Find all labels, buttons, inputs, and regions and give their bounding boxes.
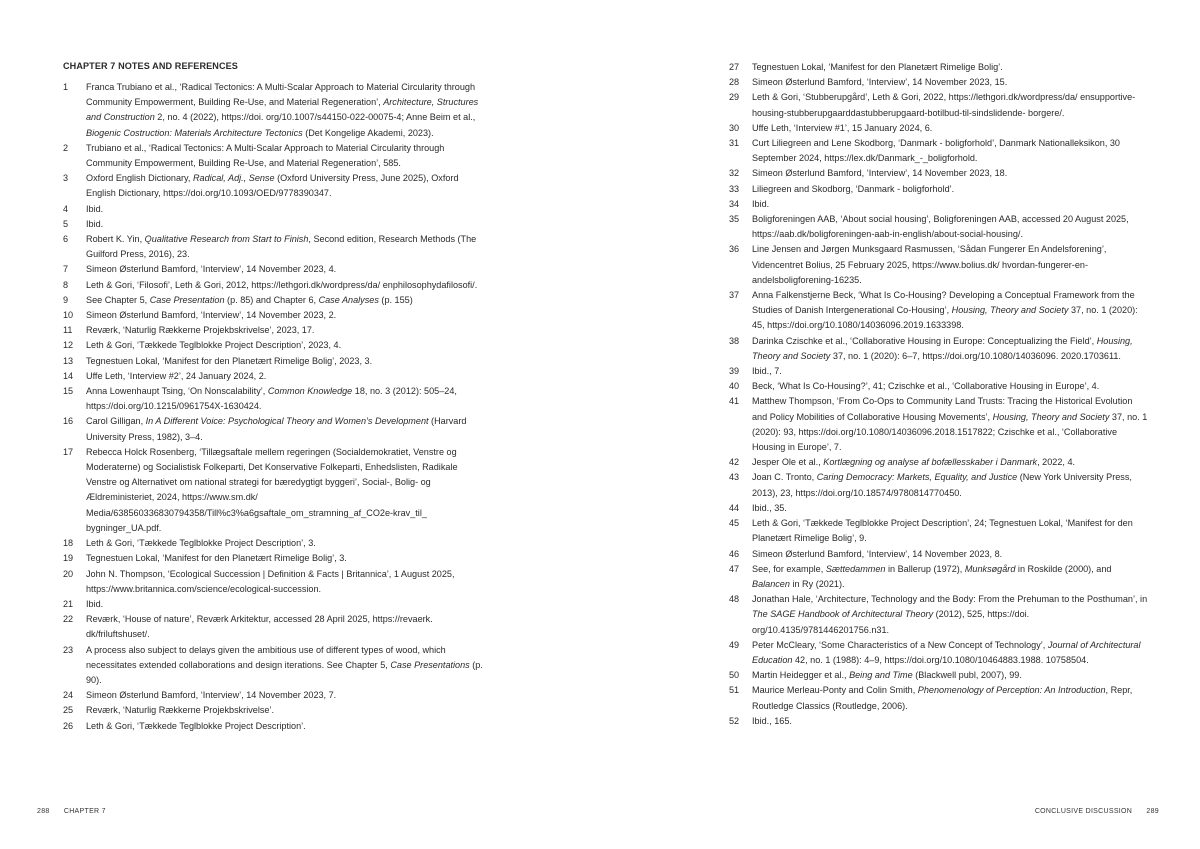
note-number: 17 <box>63 446 74 457</box>
note-item <box>63 719 483 734</box>
note-item <box>729 75 1149 90</box>
note-item <box>63 551 483 566</box>
note-item <box>729 470 1149 500</box>
note-item <box>729 394 1149 455</box>
note-text-segment: Simeon Østerlund Bamford, ‘Interview’, 14 November 2023, 18. <box>752 168 1008 179</box>
note-number: 48 <box>729 594 740 605</box>
note-italic-title: Biogenic Costruction: Materials Architecture Tectonics <box>86 127 303 138</box>
note-text <box>752 90 1149 120</box>
note-number: 9 <box>63 294 69 305</box>
note-item <box>63 338 483 353</box>
note-number: 18 <box>63 538 74 549</box>
note-italic-title: Radical, Adj., Sense <box>192 173 275 184</box>
note-text <box>86 323 483 338</box>
note-italic-title: Case Presentation <box>149 294 225 305</box>
note-item <box>63 232 483 262</box>
note-item <box>63 414 483 444</box>
note-text <box>86 171 483 201</box>
note-text-segment: Ibid. <box>752 198 770 209</box>
note-text-segment: Anna Falkenstjerne Beck, ‘What Is Co-Housing? Developing a Conceptual Framework from the Studies of Danish Intergenerational Co-Housing’, <box>752 290 1135 316</box>
note-text-segment: Trubiano et al., ‘Radical Tectonics: A Multi-Scalar Approach to Material Circularity through Community Empowerment, Building Re-Use, and Material Regeneration’, 585. <box>86 142 445 169</box>
left-running-head: CHAPTER 7 <box>63 808 106 815</box>
note-text <box>86 688 483 703</box>
note-text <box>86 232 483 262</box>
note-text-segment: See, for example, <box>752 563 826 574</box>
note-text <box>752 75 1149 90</box>
note-text <box>86 703 483 718</box>
note-text <box>752 501 1149 516</box>
note-text <box>86 643 483 689</box>
note-text-segment: Simeon Østerlund Bamford, ‘Interview’, 14 November 2023, 15. <box>752 77 1008 88</box>
note-text-segment: (Det Kongelige Akademi, 2023). <box>302 127 434 138</box>
note-item <box>729 121 1149 136</box>
note-italic-title: Kortlægning og analyse af bofællesskaber i Danmark <box>823 457 1038 468</box>
note-text <box>86 217 483 232</box>
note-text <box>752 288 1149 334</box>
note-text-segment: Ibid. <box>86 598 104 609</box>
note-text-segment: (Harvard University Press, 1982), 3–4. <box>86 416 467 442</box>
note-text-segment: Leth & Gori, ‘Stubberupgård’, Leth & Gori, 2022, https://lethgori.dk/wordpress/da/ ensupportive-housing-stubberupgaarddastubberupgaard-botilbud-til-sindslidende- borgere/. <box>752 92 1136 118</box>
note-item <box>63 369 483 384</box>
note-text-segment: Martin Heidegger et al., <box>752 670 850 681</box>
note-number: 51 <box>729 685 740 696</box>
note-item <box>63 354 483 369</box>
note-text-segment: Ibid., 35. <box>752 502 787 513</box>
note-italic-title: Housing, Theory and Society <box>752 335 1133 361</box>
note-text-segment: Simeon Østerlund Bamford, ‘Interview’, 14 November 2023, 7. <box>86 690 337 701</box>
note-text-segment: Uffe Leth, ‘Interview #1’, 15 January 2024, 6. <box>752 122 933 133</box>
note-text-segment: Jonathan Hale, ‘Architecture, Technology and the Body: From the Prehuman to the Posthuman’, in <box>752 594 1148 605</box>
note-number: 40 <box>729 381 740 392</box>
note-text <box>86 354 483 369</box>
note-text-segment: Reværk, ‘House of nature’, Reværk Arkitektur, accessed 28 April 2025, https://revaerk. dk/friluftshuset/. <box>86 614 433 640</box>
right-notes-column <box>729 60 1149 729</box>
note-item <box>729 166 1149 181</box>
note-italic-title: Caring Democracy: Markets, Equality, and Justice <box>816 472 1018 483</box>
note-number: 38 <box>729 335 740 346</box>
note-text-segment: Leth & Gori, ‘Tækkede Teglblokke Project Description’. <box>86 720 306 731</box>
note-text-segment: , Repr, Routledge Classics (Routledge, 2006). <box>752 685 1133 711</box>
note-text-segment: Franca Trubiano et al., ‘Radical Tectonics: A Multi-Scalar Approach to Material Circularity through Community Empowerment, Building Re-Use, and Material Regeneration’, <box>86 82 476 108</box>
note-italic-title: Being and Time <box>849 670 913 681</box>
note-text-segment: (p. 90). <box>86 659 483 685</box>
right-running-head: CONCLUSIVE DISCUSSION <box>1034 808 1133 815</box>
note-item <box>729 592 1149 638</box>
note-number: 30 <box>729 122 740 133</box>
note-text-segment: See Chapter 5, <box>86 294 150 305</box>
note-text <box>86 719 483 734</box>
note-text-segment: (2012), 525, https://doi. org/10.4135/9781446201756.n31. <box>752 609 1030 635</box>
note-italic-title: The SAGE Handbook of Architectural Theory <box>752 609 934 620</box>
note-item <box>63 323 483 338</box>
note-text <box>752 455 1149 470</box>
note-number: 43 <box>729 472 740 483</box>
note-item <box>63 293 483 308</box>
note-text <box>752 197 1149 212</box>
note-text-segment: 2, no. 4 (2022), https://doi. org/10.1007/s44150-022-00075-4; Anne Beim et al., <box>154 112 476 123</box>
note-text-segment: , 2022, 4. <box>1037 457 1076 468</box>
note-number: 37 <box>729 290 740 301</box>
note-text <box>86 293 483 308</box>
note-item <box>729 547 1149 562</box>
note-item <box>63 384 483 414</box>
note-text-segment: Simeon Østerlund Bamford, ‘Interview’, 14 November 2023, 2. <box>86 310 337 321</box>
note-item <box>63 80 483 141</box>
note-text-segment: 37, no. 1 (2020): 45, https://doi.org/10.1080/14036096.2019.1633398. <box>752 305 1138 331</box>
note-item <box>63 643 483 689</box>
note-text-segment: Tegnestuen Lokal, ‘Manifest for den Planetært Rimelige Bolig’, 2023, 3. <box>86 355 373 366</box>
note-number: 1 <box>63 82 69 92</box>
note-number: 2 <box>63 142 69 153</box>
note-text-segment: Matthew Thompson, ‘From Co-Ops to Community Land Trusts: Tracing the Historical Evolution and Policy Mobilities of Collaborative Housing Movements’, <box>752 396 1133 422</box>
note-text-segment: Leth & Gori, ‘Tækkede Teglblokke Project Description’, 2023, 4. <box>86 340 342 351</box>
note-text <box>752 547 1149 562</box>
note-number: 23 <box>63 644 74 655</box>
note-text <box>752 394 1149 455</box>
note-number: 45 <box>729 518 740 529</box>
note-text-segment: in Roskilde (2000), and <box>1015 563 1112 574</box>
note-number: 32 <box>729 168 740 179</box>
note-item <box>63 308 483 323</box>
note-item <box>729 638 1149 668</box>
note-number: 34 <box>729 198 740 209</box>
note-text-segment: Robert K. Yin, <box>86 234 145 245</box>
note-number: 50 <box>729 670 740 681</box>
left-footer <box>37 808 106 815</box>
note-text-segment: 42, no. 1 (1988): 4–9, https://doi.org/10.1080/10464883.1988. 10758504. <box>792 654 1089 665</box>
note-text <box>752 562 1149 592</box>
note-text <box>86 536 483 551</box>
note-text <box>86 384 483 414</box>
note-number: 8 <box>63 279 69 290</box>
note-text <box>86 369 483 384</box>
note-number: 27 <box>729 62 740 72</box>
right-page <box>600 0 1200 849</box>
note-text-segment: Darinka Czischke et al., ‘Collaborative Housing in Europe: Conceptualizing the Field’, <box>752 335 1097 346</box>
note-text-segment: Leth & Gori, ‘Filosofi’, Leth & Gori, 2012, https://lethgori.dk/wordpress/da/ enphilosophydafilosofi/. <box>86 279 478 290</box>
note-italic-title: Case Analyses <box>318 294 379 305</box>
note-text-segment: Tegnestuen Lokal, ‘Manifest for den Planetært Rimelige Bolig’, 3. <box>86 553 347 564</box>
note-text-segment: Leth & Gori, ‘Tækkede Teglblokke Project Description’, 24; Tegnestuen Lokal, ‘Manifest for den Planetært Rimelige Bolig’, 9. <box>752 518 1133 544</box>
note-number: 33 <box>729 183 740 194</box>
note-number: 36 <box>729 244 740 255</box>
note-text-segment: Simeon Østerlund Bamford, ‘Interview’, 14 November 2023, 8. <box>752 548 1003 559</box>
note-number: 11 <box>63 325 73 336</box>
note-text-segment: Maurice Merleau-Ponty and Colin Smith, <box>752 685 918 696</box>
note-number: 7 <box>63 264 69 275</box>
note-text-segment: Uffe Leth, ‘Interview #2’, 24 January 2024, 2. <box>86 370 267 381</box>
note-text <box>86 612 483 642</box>
right-footer <box>1035 808 1159 815</box>
note-italic-title: Balancen <box>752 578 790 589</box>
note-number: 42 <box>729 457 740 468</box>
note-number: 29 <box>729 92 740 103</box>
note-item <box>729 60 1149 75</box>
note-text-segment: A process also subject to delays given the ambitious use of different types of wood, which necessitates extended collaborations and design iterations. See Chapter 5, <box>86 644 446 670</box>
note-italic-title: Case Presentations <box>390 659 470 670</box>
note-text <box>86 80 483 141</box>
note-item <box>63 703 483 718</box>
note-text <box>86 597 483 612</box>
note-text-segment: (Oxford University Press, June 2025), Oxford English Dictionary, https://doi.org/10.1093/OED/9778390347. <box>86 173 459 199</box>
note-text-segment: Jesper Ole et al., <box>752 457 824 468</box>
note-item <box>63 278 483 293</box>
note-text <box>86 567 483 597</box>
note-text-segment: Beck, ‘What Is Co-Housing?’, 41; Czischke et al., ‘Collaborative Housing in Europe’, 4. <box>752 381 1100 392</box>
note-text-segment: Tegnestuen Lokal, ‘Manifest for den Planetært Rimelige Bolig’. <box>752 62 1003 72</box>
note-number: 20 <box>63 568 74 579</box>
note-number: 46 <box>729 548 740 559</box>
note-text-segment: , Second edition, Research Methods (The Guilford Press, 2016), 23. <box>86 234 477 260</box>
note-text <box>752 683 1149 713</box>
note-italic-title: Housing, Theory and Society <box>992 411 1110 422</box>
note-text-segment: Line Jensen and Jørgen Munksgaard Rasmussen, ‘Sådan Fungerer En Andelsforening’, Videncentret Bolius, 25 February 2025, https://www.bolius.dk/ hvordan-fungerer-en-andelsboligforening-16235. <box>752 244 1107 285</box>
note-number: 25 <box>63 705 74 716</box>
note-text-segment: (New York University Press, 2013), 23, https://doi.org/10.18574/9780814770450. <box>752 472 1132 498</box>
note-text <box>86 414 483 444</box>
note-text-segment: Oxford English Dictionary, <box>86 173 193 184</box>
note-item <box>729 562 1149 592</box>
note-text <box>86 141 483 171</box>
note-text <box>752 592 1149 638</box>
note-text-segment: in Ry (2021). <box>789 578 845 589</box>
note-number: 31 <box>729 138 740 149</box>
note-item <box>63 262 483 277</box>
note-text <box>752 60 1149 75</box>
note-text <box>752 136 1149 166</box>
note-item <box>729 455 1149 470</box>
note-text-segment: Anna Lowenhaupt Tsing, ‘On Nonscalability’, <box>86 386 268 397</box>
note-item <box>729 288 1149 334</box>
note-text <box>86 551 483 566</box>
note-item <box>729 90 1149 120</box>
note-text-segment: John N. Thompson, ‘Ecological Succession | Definition & Facts | Britannica’, 1 August 2025, https://www.britannica.com/science/ecological-succession. <box>86 568 455 594</box>
note-item <box>63 445 483 536</box>
note-item <box>729 516 1149 546</box>
note-item <box>63 612 483 642</box>
note-text-segment: in Ballerup (1972), <box>885 563 965 574</box>
note-number: 28 <box>729 77 740 88</box>
note-number: 14 <box>63 370 74 381</box>
note-number: 19 <box>63 553 74 564</box>
note-number: 47 <box>729 563 740 574</box>
note-italic-title: In A Different Voice: Psychological Theory and Women’s Development <box>145 416 429 427</box>
note-text-segment: Curt Liliegreen and Lene Skodborg, ‘Danmark - boligforhold’, Danmark Nationalleksikon, 30 September 2024, https://lex.dk/Danmark_-_boligforhold. <box>752 138 1120 164</box>
note-text <box>86 278 483 293</box>
note-text <box>86 202 483 217</box>
note-text-segment: (p. 155) <box>378 294 413 305</box>
note-item <box>729 379 1149 394</box>
note-item <box>729 136 1149 166</box>
note-item <box>729 242 1149 288</box>
note-number: 4 <box>63 203 69 214</box>
chapter-notes-heading: CHAPTER 7 NOTES AND REFERENCES <box>63 61 238 71</box>
note-item <box>729 212 1149 242</box>
note-text <box>752 166 1149 181</box>
left-notes-list <box>63 80 483 734</box>
note-number: 39 <box>729 366 740 377</box>
note-number: 12 <box>63 340 74 351</box>
right-page-number: 289 <box>1146 808 1159 815</box>
note-text <box>86 338 483 353</box>
note-number: 6 <box>63 234 69 245</box>
note-text-segment: Peter McCleary, ‘Some Characteristics of a New Concept of Technology’, <box>752 639 1048 650</box>
note-text <box>752 212 1149 242</box>
note-text-segment: Liliegreen and Skodborg, ‘Danmark - boligforhold’. <box>752 183 955 194</box>
note-item <box>729 197 1149 212</box>
note-italic-title: Qualitative Research from Start to Finish <box>144 234 309 245</box>
note-text-segment: Ibid. <box>86 203 104 214</box>
note-text-segment: Boligforeningen AAB, ‘About social housing’, Boligforeningen AAB, accessed 20 August 2025, https://aab.dk/boligforeningen-aab-in-english/about-social-housing/. <box>752 214 1129 240</box>
note-item <box>63 536 483 551</box>
note-italic-title: Architecture, Structures and Construction <box>86 97 479 123</box>
note-text-segment: Simeon Østerlund Bamford, ‘Interview’, 14 November 2023, 4. <box>86 264 337 275</box>
note-number: 10 <box>63 310 74 321</box>
note-text <box>86 308 483 323</box>
note-number: 13 <box>63 355 74 366</box>
note-item <box>63 202 483 217</box>
note-number: 26 <box>63 720 74 731</box>
note-item <box>729 334 1149 364</box>
note-text-segment: Leth & Gori, ‘Tækkede Teglblokke Project Description’, 3. <box>86 538 316 549</box>
note-text <box>86 262 483 277</box>
note-text <box>752 516 1149 546</box>
note-item <box>729 714 1149 729</box>
note-number: 5 <box>63 218 69 229</box>
note-italic-title: Sættedammen <box>825 563 886 574</box>
note-text-segment: Ibid., 7. <box>752 366 782 377</box>
note-item <box>63 217 483 232</box>
note-item <box>63 597 483 612</box>
note-italic-title: Munksøgård <box>964 563 1016 574</box>
note-text-segment: (p. 85) and Chapter 6, <box>224 294 319 305</box>
note-number: 22 <box>63 614 74 625</box>
note-number: 35 <box>729 214 740 225</box>
note-text <box>752 638 1149 668</box>
note-number: 44 <box>729 502 740 513</box>
note-text <box>752 182 1149 197</box>
note-text-segment: Joan C. Tronto, <box>752 472 817 483</box>
left-notes-column <box>63 60 483 734</box>
note-number: 15 <box>63 386 74 397</box>
note-text <box>752 364 1149 379</box>
note-item <box>63 567 483 597</box>
note-italic-title: Common Knowledge <box>267 386 353 397</box>
note-item <box>63 688 483 703</box>
note-text-segment: Rebecca Holck Rosenberg, ‘Tillægsaftale mellem regeringen (Socialdemokratiet, Venstre og Moderaterne) og Socialistisk Folkeparti, Det Konservative Folkeparti, Enhedslisten, Radikale Venstre og Alternativet om national strategi for bæredygtigt byggeri’, Social-, Bolig- og Ældreministeriet, 2024, https://www.sm.dk/ Media/638560336830794358/Till%c3%a6gsaftale_om_stramning_af_CO2e-krav_til_ bygninger_UA.pdf. <box>86 446 458 533</box>
note-text-segment: 37, no. 1 (2020): 93, https://doi.org/10.1080/14036096.2018.1517822; Czischke et al., ‘Collaborative Housing in Europe’, 7. <box>752 411 1148 453</box>
note-italic-title: Housing, Theory and Society <box>951 305 1069 316</box>
note-text-segment: 18, no. 3 (2012): 505–24, https://doi.org/10.1215/0961754X-1630424. <box>86 386 457 412</box>
note-item <box>729 683 1149 713</box>
note-number: 3 <box>63 173 69 184</box>
note-text <box>752 121 1149 136</box>
note-text <box>752 668 1149 683</box>
note-number: 21 <box>63 598 74 609</box>
note-item <box>63 141 483 171</box>
note-text <box>86 445 483 536</box>
note-item <box>729 364 1149 379</box>
note-text <box>752 714 1149 729</box>
note-number: 24 <box>63 690 74 701</box>
note-text-segment: Ibid., 165. <box>752 715 792 726</box>
note-item <box>729 668 1149 683</box>
note-text <box>752 470 1149 500</box>
note-text-segment: Carol Gilligan, <box>86 416 146 427</box>
note-number: 49 <box>729 639 740 650</box>
note-text-segment: Ibid. <box>86 218 104 229</box>
note-number: 16 <box>63 416 74 427</box>
note-text-segment: (Blackwell publ, 2007), 99. <box>912 670 1022 681</box>
note-text-segment: Reværk, ‘Naturlig Rækkerne Projekbskrivelse’, 2023, 17. <box>86 325 315 336</box>
note-item <box>63 171 483 201</box>
note-text <box>752 379 1149 394</box>
note-item <box>729 501 1149 516</box>
note-text-segment: 37, no. 1 (2020): 6–7, https://doi.org/10.1080/14036096. 2020.1703611. <box>830 350 1121 361</box>
note-text-segment: Reværk, ‘Naturlig Rækkerne Projekbskrivelse’. <box>86 705 274 716</box>
note-number: 41 <box>729 396 740 407</box>
right-notes-list <box>729 60 1149 729</box>
note-italic-title: Phenomenology of Perception: An Introduction <box>917 685 1106 696</box>
note-italic-title: Journal of Architectural Education <box>752 639 1141 665</box>
note-number: 52 <box>729 715 740 726</box>
note-text <box>752 242 1149 288</box>
left-page-number: 288 <box>37 808 50 815</box>
note-item <box>729 182 1149 197</box>
note-text <box>752 334 1149 364</box>
